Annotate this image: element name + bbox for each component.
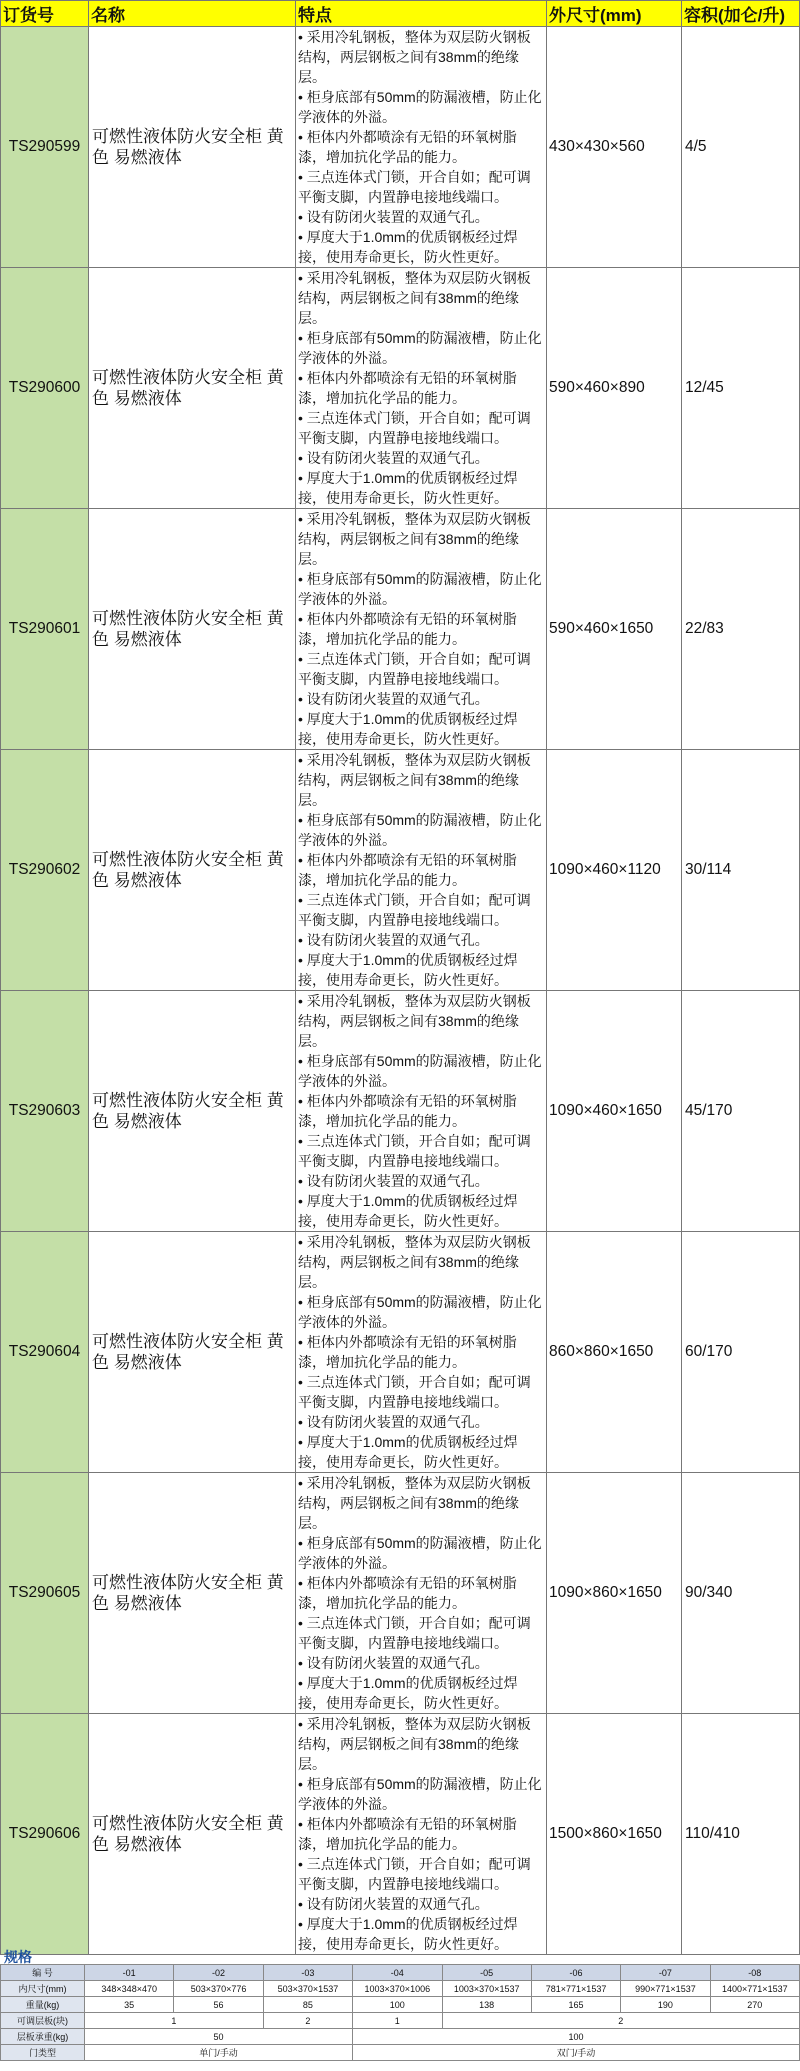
spec-shelves: 1	[353, 2013, 442, 2029]
outer-size: 1500×860×1650	[547, 1714, 682, 1955]
spec-weight: 85	[263, 1997, 352, 2013]
feature-line: • 厚度大于1.0mm的优质钢板经过焊接，使用寿命更长，防火性更好。	[298, 1193, 518, 1229]
product-name: 可燃性液体防火安全柜 黄色 易燃液体	[89, 991, 296, 1232]
spec-weight: 190	[621, 1997, 710, 2013]
spec-shelf-load: 50	[85, 2029, 353, 2045]
volume: 45/170	[682, 991, 800, 1232]
order-code: TS290605	[1, 1473, 89, 1714]
spec-row-door-type	[1, 2045, 800, 2061]
header-volume: 容积(加仑/升)	[682, 1, 800, 27]
feature-line: • 采用冷轧钢板，整体为双层防火钢板结构，两层钢板之间有38mm的绝缘层。	[298, 511, 531, 567]
spec-row-shelf-load	[1, 2029, 800, 2045]
feature-line: • 柜身底部有50mm的防漏液槽，防止化学液体的外溢。	[298, 330, 542, 366]
feature-line: • 三点连体式门锁，开合自如；配可调平衡支脚，内置静电接地线端口。	[298, 1133, 531, 1169]
outer-size: 590×460×890	[547, 268, 682, 509]
product-name: 可燃性液体防火安全柜 黄色 易燃液体	[89, 1714, 296, 1955]
order-code: TS290606	[1, 1714, 89, 1955]
spec-number: -05	[442, 1965, 531, 1981]
volume: 90/340	[682, 1473, 800, 1714]
feature-line: • 设有防闭火装置的双通气孔。	[298, 1414, 489, 1430]
feature-line: • 三点连体式门锁，开合自如；配可调平衡支脚，内置静电接地线端口。	[298, 651, 531, 687]
spec-number: -04	[353, 1965, 442, 1981]
feature-line: • 设有防闭火装置的双通气孔。	[298, 209, 489, 225]
product-name: 可燃性液体防火安全柜 黄色 易燃液体	[89, 509, 296, 750]
spec-inner-size: 348×348×470	[85, 1981, 174, 1997]
feature-line: • 柜身底部有50mm的防漏液槽，防止化学液体的外溢。	[298, 1294, 542, 1330]
table-row	[1, 1232, 800, 1473]
table-row	[1, 509, 800, 750]
spec-inner-size: 1400×771×1537	[710, 1981, 799, 1997]
spec-inner-size: 1003×370×1537	[442, 1981, 531, 1997]
spec-label-inner-size: 内尺寸(mm)	[1, 1981, 85, 1997]
feature-line: • 设有防闭火装置的双通气孔。	[298, 932, 489, 948]
feature-line: • 采用冷轧钢板，整体为双层防火钢板结构，两层钢板之间有38mm的绝缘层。	[298, 1716, 531, 1772]
feature-line: • 采用冷轧钢板，整体为双层防火钢板结构，两层钢板之间有38mm的绝缘层。	[298, 1475, 531, 1531]
outer-size: 590×460×1650	[547, 509, 682, 750]
feature-line: • 三点连体式门锁，开合自如；配可调平衡支脚，内置静电接地线端口。	[298, 169, 531, 205]
table-row	[1, 27, 800, 268]
spec-inner-size: 503×370×1537	[263, 1981, 352, 1997]
table-header-row	[1, 1, 800, 27]
order-code: TS290603	[1, 991, 89, 1232]
feature-line: • 设有防闭火装置的双通气孔。	[298, 1655, 489, 1671]
spec-inner-size: 990×771×1537	[621, 1981, 710, 1997]
volume: 4/5	[682, 27, 800, 268]
feature-line: • 柜体内外都喷涂有无铅的环氧树脂漆，增加抗化学品的能力。	[298, 1334, 517, 1370]
spec-door-type: 单门/手动	[85, 2045, 353, 2061]
spec-inner-size: 781×771×1537	[531, 1981, 620, 1997]
spec-door-type: 双门/手动	[353, 2045, 800, 2061]
feature-line: • 设有防闭火装置的双通气孔。	[298, 450, 489, 466]
spec-label-weight: 重量(kg)	[1, 1997, 85, 2013]
volume: 12/45	[682, 268, 800, 509]
volume: 110/410	[682, 1714, 800, 1955]
spec-weight: 165	[531, 1997, 620, 2013]
order-code: TS290600	[1, 268, 89, 509]
spec-row-inner-size	[1, 1981, 800, 1997]
spec-row-shelves	[1, 2013, 800, 2029]
feature-line: • 三点连体式门锁，开合自如；配可调平衡支脚，内置静电接地线端口。	[298, 1856, 531, 1892]
outer-size: 1090×860×1650	[547, 1473, 682, 1714]
feature-line: • 柜身底部有50mm的防漏液槽，防止化学液体的外溢。	[298, 812, 542, 848]
spec-number: -06	[531, 1965, 620, 1981]
spec-label-door-type: 门类型	[1, 2045, 85, 2061]
spec-number: -07	[621, 1965, 710, 1981]
product-name: 可燃性液体防火安全柜 黄色 易燃液体	[89, 1232, 296, 1473]
spec-weight: 35	[85, 1997, 174, 2013]
spec-number: -08	[710, 1965, 799, 1981]
feature-line: • 采用冷轧钢板，整体为双层防火钢板结构，两层钢板之间有38mm的绝缘层。	[298, 752, 531, 808]
feature-line: • 三点连体式门锁，开合自如；配可调平衡支脚，内置静电接地线端口。	[298, 1374, 531, 1410]
spec-inner-size: 1003×370×1006	[353, 1981, 442, 1997]
outer-size: 1090×460×1650	[547, 991, 682, 1232]
header-features: 特点	[296, 1, 547, 27]
spec-number: -03	[263, 1965, 352, 1981]
feature-line: • 柜体内外都喷涂有无铅的环氧树脂漆，增加抗化学品的能力。	[298, 1093, 517, 1129]
volume: 60/170	[682, 1232, 800, 1473]
order-code: TS290602	[1, 750, 89, 991]
table-body	[1, 27, 800, 1955]
feature-line: • 厚度大于1.0mm的优质钢板经过焊接，使用寿命更长，防火性更好。	[298, 711, 518, 747]
feature-line: • 柜体内外都喷涂有无铅的环氧树脂漆，增加抗化学品的能力。	[298, 370, 517, 406]
table-row	[1, 1714, 800, 1955]
feature-line: • 采用冷轧钢板，整体为双层防火钢板结构，两层钢板之间有38mm的绝缘层。	[298, 270, 531, 326]
spec-label-shelf-load: 层板承重(kg)	[1, 2029, 85, 2045]
feature-line: • 采用冷轧钢板，整体为双层防火钢板结构，两层钢板之间有38mm的绝缘层。	[298, 29, 531, 85]
feature-line: • 设有防闭火装置的双通气孔。	[298, 691, 489, 707]
spec-row-weight	[1, 1997, 800, 2013]
spec-shelves: 1	[85, 2013, 264, 2029]
feature-line: • 厚度大于1.0mm的优质钢板经过焊接，使用寿命更长，防火性更好。	[298, 229, 518, 265]
feature-line: • 柜身底部有50mm的防漏液槽，防止化学液体的外溢。	[298, 89, 542, 125]
feature-line: • 柜体内外都喷涂有无铅的环氧树脂漆，增加抗化学品的能力。	[298, 1575, 517, 1611]
spec-label-shelves: 可调层板(块)	[1, 2013, 85, 2029]
spec-number: -01	[85, 1965, 174, 1981]
feature-line: • 柜身底部有50mm的防漏液槽，防止化学液体的外溢。	[298, 1776, 542, 1812]
table-row	[1, 1473, 800, 1714]
header-size: 外尺寸(mm)	[547, 1, 682, 27]
spec-row-number	[1, 1965, 800, 1981]
feature-line: • 三点连体式门锁，开合自如；配可调平衡支脚，内置静电接地线端口。	[298, 1615, 531, 1651]
order-code: TS290604	[1, 1232, 89, 1473]
product-features	[296, 509, 547, 750]
header-name: 名称	[89, 1, 296, 27]
feature-line: • 柜身底部有50mm的防漏液槽，防止化学液体的外溢。	[298, 1053, 542, 1089]
spec-shelves: 2	[442, 2013, 800, 2029]
header-code: 订货号	[1, 1, 89, 27]
table-row	[1, 991, 800, 1232]
feature-line: • 厚度大于1.0mm的优质钢板经过焊接，使用寿命更长，防火性更好。	[298, 952, 518, 988]
spec-label-number: 编 号	[1, 1965, 85, 1981]
feature-line: • 三点连体式门锁，开合自如；配可调平衡支脚，内置静电接地线端口。	[298, 892, 531, 928]
feature-line: • 厚度大于1.0mm的优质钢板经过焊接，使用寿命更长，防火性更好。	[298, 470, 518, 506]
feature-line: • 厚度大于1.0mm的优质钢板经过焊接，使用寿命更长，防火性更好。	[298, 1675, 518, 1711]
product-features	[296, 268, 547, 509]
product-features	[296, 1473, 547, 1714]
spec-inner-size: 503×370×776	[174, 1981, 263, 1997]
spec-weight: 270	[710, 1997, 799, 2013]
feature-line: • 柜身底部有50mm的防漏液槽，防止化学液体的外溢。	[298, 1535, 542, 1571]
product-name: 可燃性液体防火安全柜 黄色 易燃液体	[89, 1473, 296, 1714]
spec-title: 规格	[4, 1949, 32, 1965]
product-features	[296, 27, 547, 268]
outer-size: 430×430×560	[547, 27, 682, 268]
spec-weight: 100	[353, 1997, 442, 2013]
feature-line: • 柜体内外都喷涂有无铅的环氧树脂漆，增加抗化学品的能力。	[298, 1816, 517, 1852]
table-row	[1, 750, 800, 991]
feature-line: • 设有防闭火装置的双通气孔。	[298, 1896, 489, 1912]
spec-weight: 56	[174, 1997, 263, 2013]
feature-line: • 设有防闭火装置的双通气孔。	[298, 1173, 489, 1189]
volume: 30/114	[682, 750, 800, 991]
product-features	[296, 991, 547, 1232]
feature-line: • 厚度大于1.0mm的优质钢板经过焊接，使用寿命更长，防火性更好。	[298, 1916, 518, 1952]
spec-number: -02	[174, 1965, 263, 1981]
order-code: TS290599	[1, 27, 89, 268]
product-name: 可燃性液体防火安全柜 黄色 易燃液体	[89, 268, 296, 509]
spec-shelf-load: 100	[353, 2029, 800, 2045]
feature-line: • 柜身底部有50mm的防漏液槽，防止化学液体的外溢。	[298, 571, 542, 607]
feature-line: • 柜体内外都喷涂有无铅的环氧树脂漆，增加抗化学品的能力。	[298, 611, 517, 647]
feature-line: • 厚度大于1.0mm的优质钢板经过焊接，使用寿命更长，防火性更好。	[298, 1434, 518, 1470]
order-code: TS290601	[1, 509, 89, 750]
feature-line: • 柜体内外都喷涂有无铅的环氧树脂漆，增加抗化学品的能力。	[298, 129, 517, 165]
spec-shelves: 2	[263, 2013, 352, 2029]
spec-table	[0, 1964, 800, 2061]
feature-line: • 采用冷轧钢板，整体为双层防火钢板结构，两层钢板之间有38mm的绝缘层。	[298, 1234, 531, 1290]
product-features	[296, 750, 547, 991]
outer-size: 1090×460×1120	[547, 750, 682, 991]
volume: 22/83	[682, 509, 800, 750]
feature-line: • 柜体内外都喷涂有无铅的环氧树脂漆，增加抗化学品的能力。	[298, 852, 517, 888]
product-name: 可燃性液体防火安全柜 黄色 易燃液体	[89, 750, 296, 991]
product-features	[296, 1232, 547, 1473]
spec-weight: 138	[442, 1997, 531, 2013]
outer-size: 860×860×1650	[547, 1232, 682, 1473]
feature-line: • 采用冷轧钢板，整体为双层防火钢板结构，两层钢板之间有38mm的绝缘层。	[298, 993, 531, 1049]
product-name: 可燃性液体防火安全柜 黄色 易燃液体	[89, 27, 296, 268]
table-row	[1, 268, 800, 509]
feature-line: • 三点连体式门锁，开合自如；配可调平衡支脚，内置静电接地线端口。	[298, 410, 531, 446]
product-features	[296, 1714, 547, 1955]
